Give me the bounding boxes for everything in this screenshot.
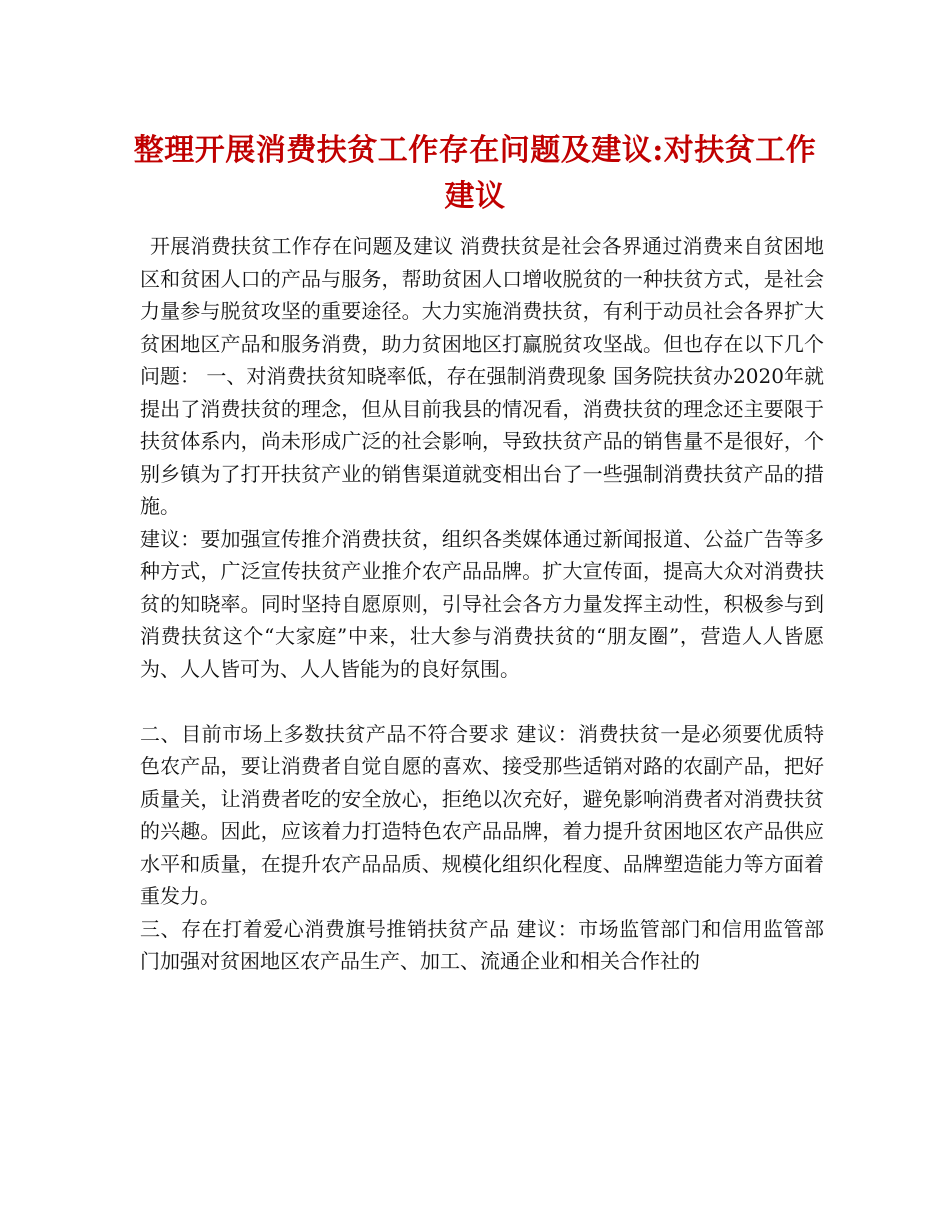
paragraph-issue-two: 二、目前市场上多数扶贫产品不符合要求 建议：消费扶贫一是必须要优质特色农产品，要让消费者自觉自愿的喜欢、接受那些适销对路的农副产品，把好质量关，让消费者吃的安全放心，拒绝以次充好，避免影响消费者对消费扶贫的兴趣。因此，应该着力打造特色农产品品牌，着力提升贫困地区农产品供应水平和质量，在提升农产品品质、规模化组织化程度、品牌塑造能力等方面着重发力。 — [140, 721, 824, 908]
paragraph-suggestion-one: 建议：要加强宣传推介消费扶贫，组织各类媒体通过新闻报道、公益广告等多种方式，广泛宣传扶贫产业推介农产品品牌。扩大宣传面，提高大众对消费扶贫的知晓率。同时坚持自愿原则，引导社会各方力量发挥主动性，积极参与到消费扶贫这个“大家庭”中来，壮大参与消费扶贫的“朋友圈”，营造人人皆愿为、人人皆可为、人人皆能为的良好氛围。 — [140, 526, 824, 681]
paragraph-intro-issue-one: 开展消费扶贫工作存在问题及建议 消费扶贫是社会各界通过消费来自贫困地区和贫困人口的产品与服务，帮助贫困人口增收脱贫的一种扶贫方式，是社会力量参与脱贫攻坚的重要途径。大力实施消费扶贫，有利于动员社会各界扩大贫困地区产品和服务消费，助力贫困地区打赢脱贫攻坚战。但也存在以下几个问题： 一、对消费扶贫知晓率低，存在强制消费现象 国务院扶贫办2020年就提出了消费扶贫的理念，但从目前我县的情况看，消费扶贫的理念还主要限于扶贫体系内，尚未形成广泛的社会影响，导致扶贫产品的销售量不是很好，个别乡镇为了打开扶贫产业的销售渠道就变相出台了一些强制消费扶贫产品的措施。 — [140, 234, 824, 518]
paragraph-spacer — [140, 685, 824, 718]
document-body — [140, 230, 824, 978]
paragraph-issue-three: 三、存在打着爱心消费旗号推销扶贫产品 建议：市场监管部门和信用监管部门加强对贫困地区农产品生产、加工、流通企业和相关合作社的 — [140, 916, 824, 973]
document-title: 整理开展消费扶贫工作存在问题及建议:对扶贫工作建议 — [133, 133, 817, 214]
